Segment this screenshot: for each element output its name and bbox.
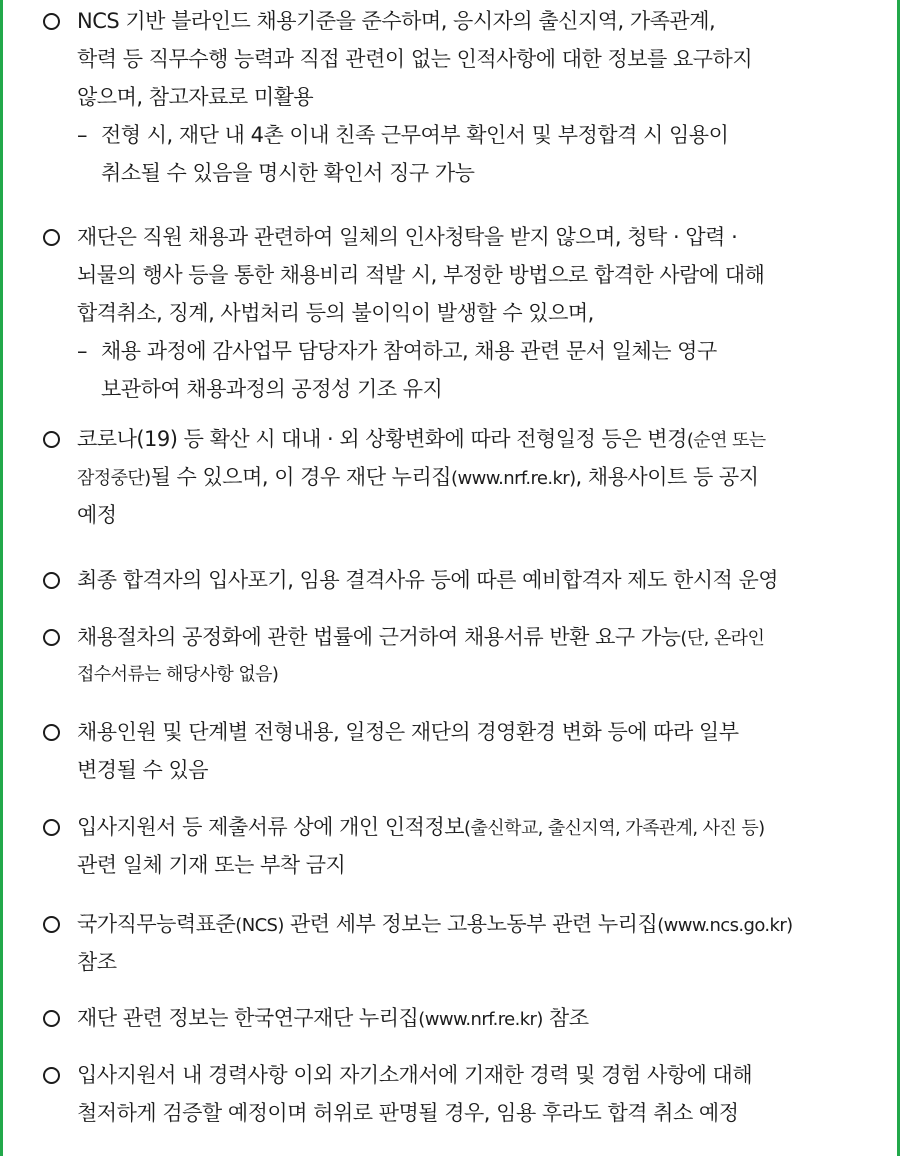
item-text-line: 관련 일체 기재 또는 부착 금지 <box>77 853 346 877</box>
sub-item-text-line: 전형 시, 재단 내 4촌 이내 친족 근무여부 확인서 및 부정합격 시 임용이 <box>101 123 729 147</box>
sub-item-text-line: 채용 과정에 감사업무 담당자가 참여하고, 채용 관련 문서 일체는 영구 <box>101 339 717 363</box>
item-text-line: 학력 등 직무수행 능력과 직접 관련이 없는 인적사항에 대한 정보를 요구하지 <box>77 47 753 71</box>
notice-item-covid-schedule <box>43 420 878 534</box>
circle-bullet-icon <box>43 229 60 246</box>
item-text-line: 국가직무능력표준 <box>77 912 236 936</box>
notice-item-no-solicitation <box>43 218 878 408</box>
circle-bullet-icon <box>43 1067 60 1084</box>
circle-bullet-icon <box>43 1010 60 1027</box>
item-text-line: 최종 합격자의 입사포기, 임용 결격사유 등에 따른 예비합격자 제도 한시적 운영 <box>77 568 779 592</box>
circle-bullet-icon <box>43 819 60 836</box>
item-text-line: 채용인원 및 단계별 전형내용, 일정은 재단의 경영환경 변화 등에 따라 일부 <box>77 720 739 744</box>
notice-item-nrf-info <box>43 999 878 1037</box>
item-text-line: 참조 <box>542 1006 589 1030</box>
item-text-line: , 채용사이트 등 공지 <box>575 465 759 489</box>
dash-marker: – <box>77 123 87 147</box>
notice-item-document-return <box>43 618 878 694</box>
item-text-line: 채용절차의 공정화에 관한 법률에 근거하여 채용서류 반환 요구 가능 <box>77 625 681 649</box>
item-note-text: (출신학교, 출신지역, 가족관계, 사진 등) <box>464 818 765 839</box>
nrf-url-text: (www.nrf.re.kr) <box>451 468 576 489</box>
sub-item-text-line: 취소될 수 있음을 명시한 확인서 징구 가능 <box>101 161 475 185</box>
item-note-text: 접수서류는 해당사항 없음) <box>77 664 279 685</box>
item-note-text: (단, 온라인 <box>680 628 765 649</box>
notice-item-career-verification <box>43 1056 878 1132</box>
item-text-line: 재단 관련 정보는 한국연구재단 누리집 <box>77 1006 419 1030</box>
notice-item-personal-info <box>43 808 878 884</box>
notice-item-reserve-candidates <box>43 561 878 599</box>
dash-marker: – <box>77 339 87 363</box>
item-text-line: 뇌물의 행사 등을 통한 채용비리 적발 시, 부정한 방법으로 합격한 사람에 대해 <box>77 263 765 287</box>
nrf-url-text: (www.nrf.re.kr) <box>418 1009 543 1030</box>
item-note-text: (순연 또는 <box>686 430 766 451</box>
notice-item-schedule-change <box>43 713 878 789</box>
circle-bullet-icon <box>43 13 60 30</box>
sub-item-text-line: 보관하여 채용과정의 공정성 기조 유지 <box>101 377 443 401</box>
item-text-line: 입사지원서 등 제출서류 상에 개인 인적정보 <box>77 815 465 839</box>
notice-item-ncs-info <box>43 905 878 981</box>
circle-bullet-icon <box>43 629 60 646</box>
item-text-line: 재단은 직원 채용과 관련하여 일체의 인사청탁을 받지 않으며, 청탁 · 압력 · <box>77 225 738 249</box>
item-text-line: 될 수 있으며, 이 경우 재단 누리집 <box>150 465 452 489</box>
item-text-line: 예정 <box>77 503 117 527</box>
item-text-line: NCS 기반 블라인드 채용기준을 준수하며, 응시자의 출신지역, 가족관계, <box>77 9 716 33</box>
item-text-line: 철저하게 검증할 예정이며 허위로 판명될 경우, 임용 후라도 합격 취소 예정 <box>77 1101 739 1125</box>
item-text-line: 입사지원서 내 경력사항 이외 자기소개서에 기재한 경력 및 경험 사항에 대해 <box>77 1063 753 1087</box>
item-note-text: (NCS) <box>235 915 284 936</box>
item-note-text: 잠정중단) <box>77 468 151 489</box>
circle-bullet-icon <box>43 572 60 589</box>
notice-item-blind-hiring <box>43 2 878 192</box>
circle-bullet-icon <box>43 916 60 933</box>
ncs-url-text: (www.ncs.go.kr) <box>657 915 793 936</box>
circle-bullet-icon <box>43 431 60 448</box>
item-text-line: 코로나(19) 등 확산 시 대내 · 외 상황변화에 따라 전형일정 등은 변경 <box>77 427 687 451</box>
item-text-line: 참조 <box>77 950 117 974</box>
item-text-line: 않으며, 참고자료로 미활용 <box>77 85 314 109</box>
item-text-line: 변경될 수 있음 <box>77 758 209 782</box>
circle-bullet-icon <box>43 724 60 741</box>
item-text-line: 합격취소, 징계, 사법처리 등의 불이익이 발생할 수 있으며, <box>77 301 594 325</box>
item-text-line: 관련 세부 정보는 고용노동부 관련 누리집 <box>283 912 658 936</box>
